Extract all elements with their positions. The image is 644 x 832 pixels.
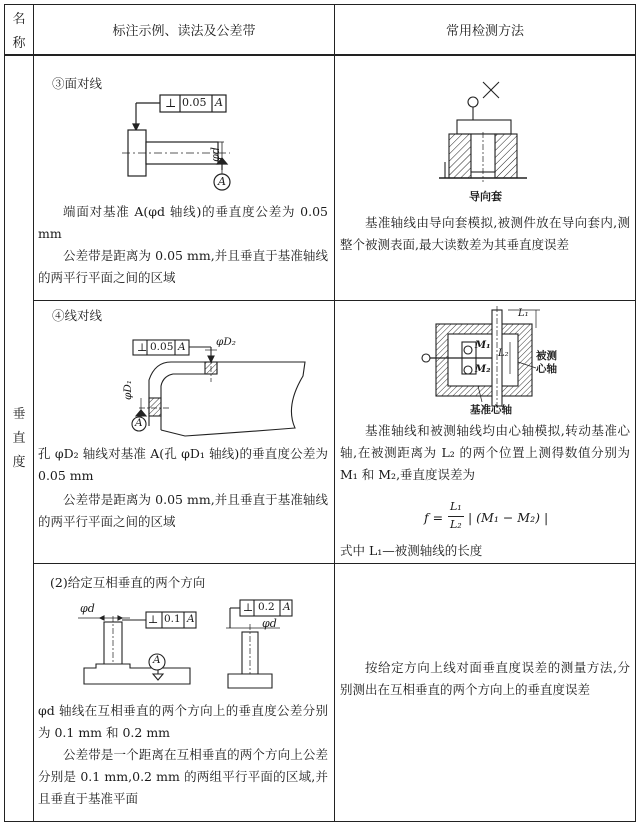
col-divider-1 (33, 4, 34, 822)
section2-fig-datum-axis: 基准心轴 (470, 404, 512, 416)
header-name: 名 称 (12, 12, 26, 51)
section2-subtitle: ④线对线 (52, 308, 103, 323)
section1-tol-symbol: ⊥ (165, 96, 177, 110)
section2-formula-den: L₂ (450, 518, 462, 531)
section1-method-text: 基准轴线由导向套模拟,被测件放在导向套内,测整个被测表面,最大读数差为其垂直度误差 (340, 215, 630, 252)
section3-tol1-value: 0.1 (164, 613, 181, 625)
section3-method-text: 按给定方向上线对面垂直度误差的测量方法,分别测出在互相垂直的两个方向上的垂直度误差 (340, 660, 630, 697)
section3-text-a: φd 轴线在互相垂直的两个方向上的垂直度公差分别为 0.1 mm 和 0.2 mm (38, 703, 328, 740)
section3-subtitle: (2)给定互相垂直的两个方向 (50, 575, 206, 590)
section1-text-b: 公差带是距离为 0.05 mm,并且垂直于基准轴线的两平行平面之间的区域 (38, 248, 328, 285)
row-name: 垂 直 度 (12, 407, 26, 470)
section3-text-b: 公差带是一个距离在互相垂直的两个方向上公差分别是 0.1 mm,0.2 mm 的两组平行平面的区域,并且垂直于基准平面 (38, 747, 328, 806)
section2-fig-m1: M₁ (475, 340, 491, 351)
section2-text-b: 公差带是距离为 0.05 mm,并且垂直于基准轴线的两平行平面之间的区域 (38, 492, 328, 529)
row-divider-2 (33, 563, 636, 564)
section2-formula-lhs: f = (424, 510, 444, 525)
section2-fig-m2: M₂ (475, 364, 491, 375)
section3-datum-label: A (153, 654, 161, 666)
section2-dim-d1: φD₁ (121, 380, 134, 400)
section1-tol-value: 0.05 (182, 96, 207, 109)
section2-dim-d2: φD₂ (216, 336, 236, 348)
section2-formula-num: L₁ (450, 500, 462, 513)
section3-dim-label-2: φd (262, 617, 277, 630)
section3-tol2-symbol: ⊥ (243, 601, 254, 614)
section3-tol1-symbol: ⊥ (148, 613, 159, 626)
row-divider-1 (33, 300, 636, 301)
section2-fig-l1: L₁ (518, 308, 529, 319)
section2-text-a: 孔 φD₂ 轴线对基准 A(孔 φD₁ 轴线)的垂直度公差为 0.05 mm (38, 446, 328, 483)
section2-fig-l2: L₂ (498, 348, 509, 359)
section2-fig-measured: 被测心轴 (536, 350, 557, 375)
header-method: 常用检测方法 (445, 24, 524, 39)
section3-tol1-datum: A (187, 613, 195, 625)
section1-text-a: 端面对基准 A(φd 轴线)的垂直度公差为 0.05 mm (38, 204, 328, 241)
section1-datum-label: A (218, 175, 226, 188)
section3-tol2-value: 0.2 (258, 601, 275, 613)
section2-tol-value: 0.05 (150, 341, 174, 353)
section2-formula-bar (448, 516, 464, 517)
col-divider-2 (334, 4, 335, 822)
section1-dim-label: φd (208, 147, 222, 162)
header-divider (4, 54, 636, 56)
section1-method-caption: 导向套 (469, 190, 502, 203)
section2-tol-symbol: ⊥ (137, 341, 148, 354)
section2-formula-rhs: | (M₁ − M₂) | (468, 510, 549, 525)
section2-method-text: 基准轴线和被测轴线均由心轴模拟,转动基准心轴,在被测距离为 L₂ 的两个位置上测得数值分别为 M₁ 和 M₂,垂直度误差为 (340, 423, 630, 482)
section3-dim-label: φd (80, 602, 95, 615)
section2-formula-note: 式中 L₁—被测轴线的长度 (340, 543, 483, 558)
section1-method-figure (435, 76, 545, 194)
section2-datum-label: A (135, 417, 143, 429)
section1-subtitle: ③面对线 (52, 76, 103, 91)
section1-tol-datum: A (215, 96, 223, 109)
header-annotation: 标注示例、读法及公差带 (112, 24, 256, 39)
section2-tol-datum: A (178, 341, 186, 353)
section3-tol2-datum: A (283, 601, 291, 613)
